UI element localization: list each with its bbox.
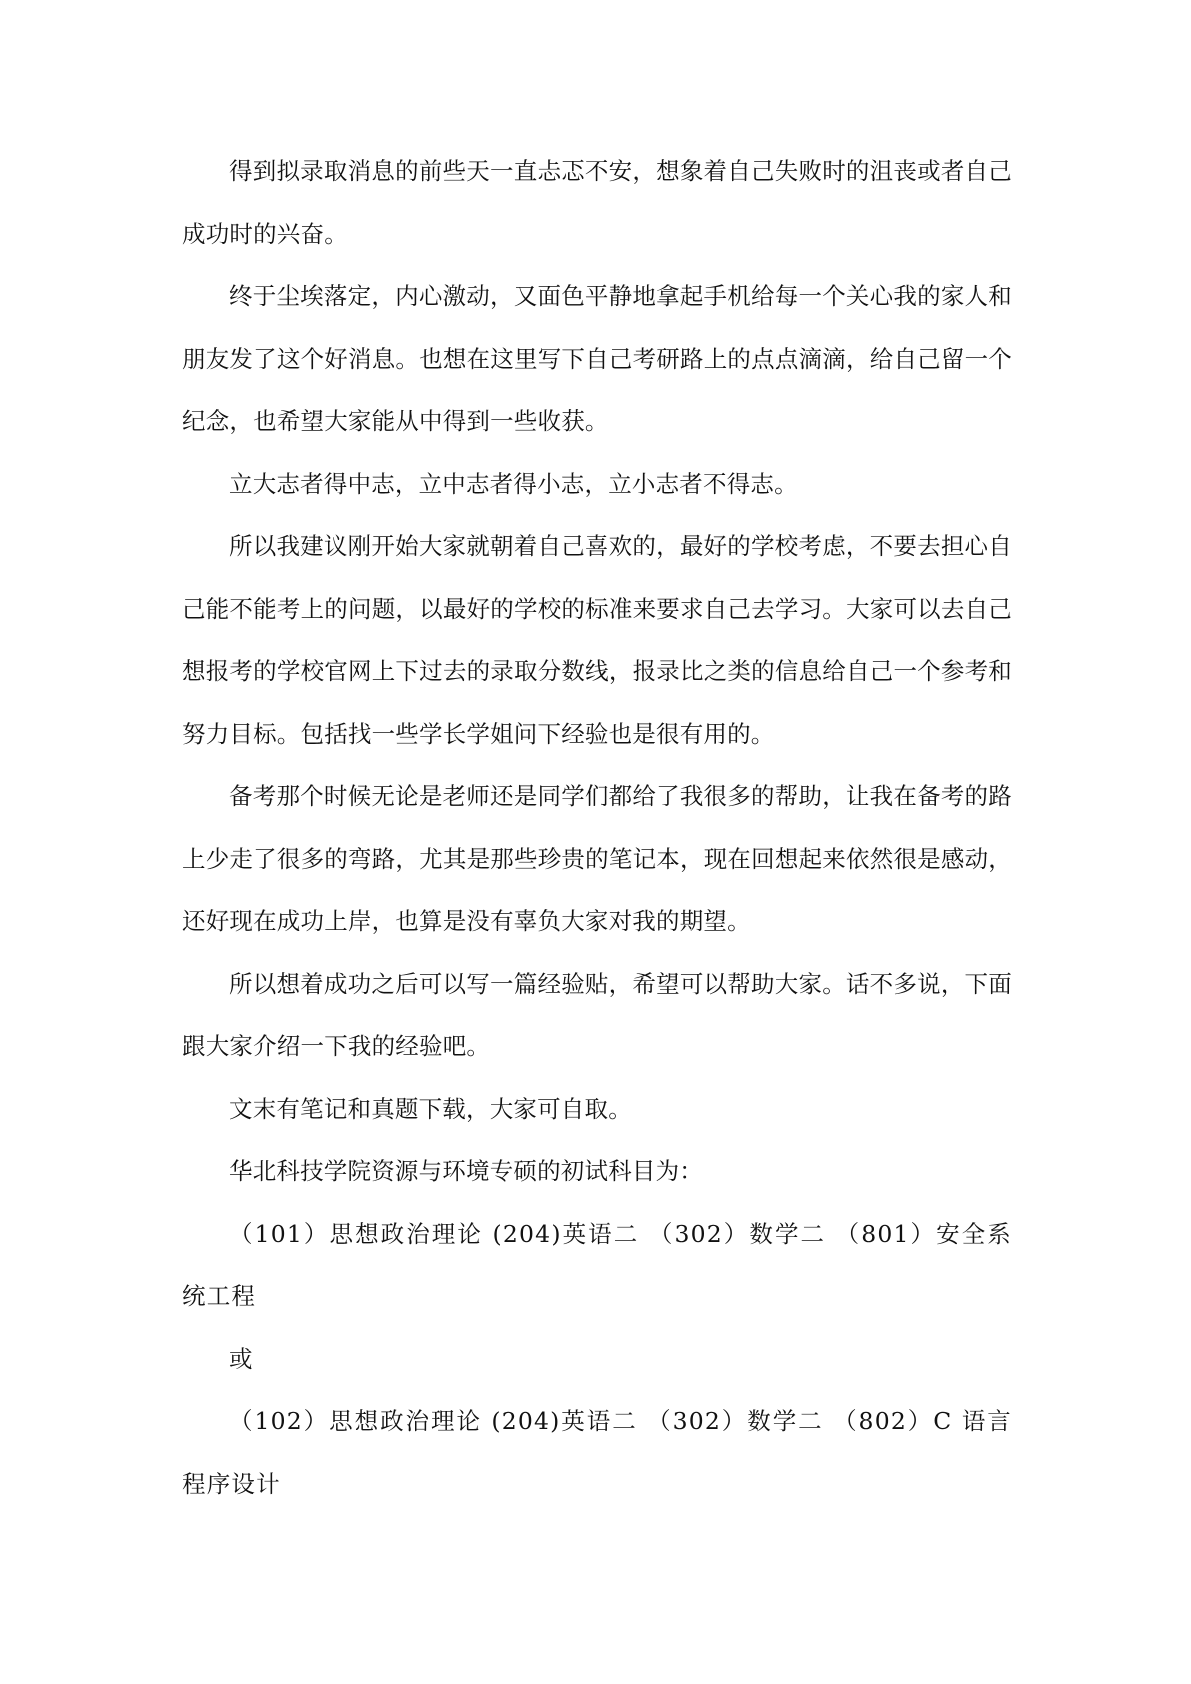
paragraph-exam-intro: 华北科技学院资源与环境专硕的初试科目为：	[229, 1157, 703, 1185]
paragraph-thanks: 备考那个时候无论是老师还是同学们都给了我很多的帮助，让我在备考的路上少走了很多的弯路，尤其是那些珍贵的笔记本，现在回想起来依然很是感动，还好现在成功上岸，也算是没有辜负大家对我的期望。	[182, 782, 1012, 935]
document-body	[182, 140, 1012, 1515]
exam-subjects-option-1: （101）思想政治理论 (204)英语二 （302）数学二 （801）安全系统工程	[182, 1219, 1012, 1310]
paragraph-intro: 得到拟录取消息的前些天一直忐忑不安，想象着自己失败时的沮丧或者自己成功时的兴奋。	[182, 157, 1012, 248]
paragraph-advice: 所以我建议刚开始大家就朝着自己喜欢的，最好的学校考虑，不要去担心自己能不能考上的问题，以最好的学校的标准来要求自己去学习。大家可以去自己想报考的学校官网上下过去的录取分数线，报录比之类的信息给自己一个参考和努力目标。包括找一些学长学姐问下经验也是很有用的。	[182, 532, 1012, 748]
paragraph-result: 终于尘埃落定，内心激动，又面色平静地拿起手机给每一个关心我的家人和朋友发了这个好消息。也想在这里写下自己考研路上的点点滴滴，给自己留一个纪念，也希望大家能从中得到一些收获。	[182, 282, 1012, 435]
paragraph-motto: 立大志者得中志，立中志者得小志，立小志者不得志。	[229, 469, 798, 498]
paragraph-or: 或	[229, 1344, 253, 1373]
paragraph-downloads: 文末有笔记和真题下载，大家可自取。	[229, 1094, 632, 1123]
paragraph-purpose: 所以想着成功之后可以写一篇经验贴，希望可以帮助大家。话不多说，下面跟大家介绍一下我的经验吧。	[182, 969, 1012, 1060]
exam-subjects-option-2: （102）思想政治理论 (204)英语二 （302）数学二 （802）C 语言程序设计	[182, 1407, 1012, 1498]
